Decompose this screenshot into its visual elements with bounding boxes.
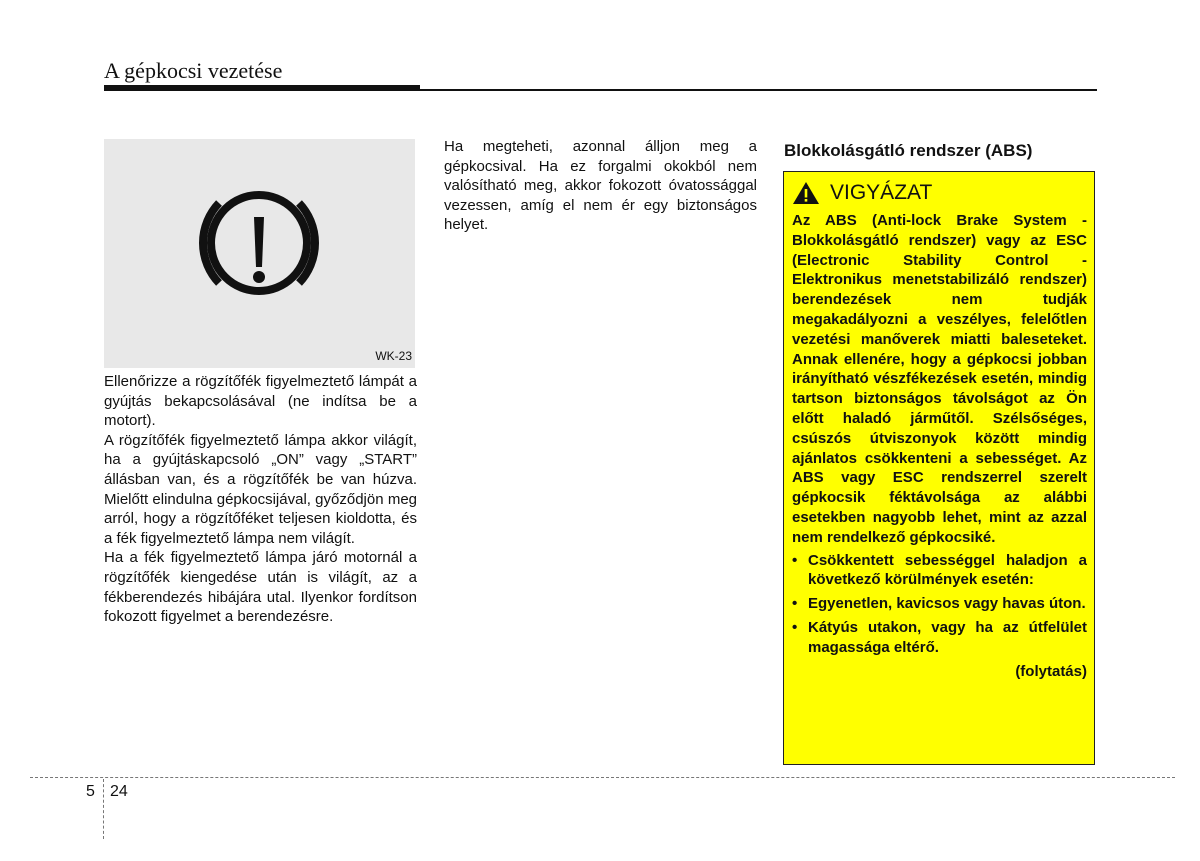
paragraph: Ha megteheti, azonnal álljon meg a gépkocsival. Ha ez forgalmi okokból nem valósítható meg, akkor fokozott óvatossággal vezessen, amíg el nem ér egy biztonságos helyet. xyxy=(444,138,757,234)
warning-list xyxy=(792,551,1087,658)
warning-header xyxy=(792,178,1087,208)
section-title: Blokkolásgátló rendszer (ABS) xyxy=(784,141,1033,160)
figure-code: WK-23 xyxy=(375,349,412,363)
paragraph: A rögzítőfék figyelmeztető lámpa akkor világít, ha a gyújtáskapcsoló „ON” vagy „START” állásban van, és a rögzítőfék be van húzva. Mielőtt elindulna gépkocsijával, győződjön meg arról, hogy a rögzítőféket teljesen kioldotta, és a fék figyelmeztető lámpa nem világít. xyxy=(104,431,417,547)
warning-body xyxy=(792,211,1087,681)
brake-warning-icon xyxy=(183,181,335,305)
warning-text: Az ABS (Anti-lock Brake System - Blokkolásgátló rendszer) vagy az ESC (Electronic Stability Control - Elektronikus menetstabilizáló rendszer) berendezések nem tudják megakadályozni a veszélyes, felelőtlen vezetési manőverek miatti baleseteket. Annak ellenére, hogy a gépkocsi jobban irányítható vészfékezések esetén, mindig tartson biztonságos távolságot az Ön előtt haladó járműtől. Szélsőséges, csúszós útviszonyok között mindig ajánlatos csökkenteni a sebességet. Az ABS vagy ESC rendszerrel szerelt gépkocsik féktávolsága az alábbi esetekben nagyobb lehet, mint az azzal nem rendelkező gépkocsiké. xyxy=(792,212,1087,546)
warning-title: VIGYÁZAT xyxy=(830,181,933,204)
brake-warning-figure xyxy=(104,139,415,368)
header-rule xyxy=(104,89,1097,91)
footer-rule xyxy=(30,777,1175,778)
list-item: • Kátyús utakon, vagy ha az útfelület magassága eltérő. xyxy=(792,618,1087,658)
footer-divider xyxy=(103,779,104,839)
page-number: 24 xyxy=(110,783,128,800)
paragraph: Ha a fék figyelmeztető lámpa járó motornál a rögzítőfék kiengedése után is világít, az a fékberendezés hibájára utal. Ilyenkor fordítson fokozott figyelmet a berendezésre. xyxy=(104,549,417,626)
list-item: • Csökkentett sebességgel haladjon a következő körülmények esetén: xyxy=(792,551,1087,591)
chapter-number: 5 xyxy=(86,783,95,800)
left-column-text xyxy=(104,372,417,627)
middle-column-text xyxy=(444,137,757,235)
warning-triangle-icon xyxy=(792,181,820,205)
list-item: • Egyenetlen, kavicsos vagy havas úton. xyxy=(792,594,1087,614)
warning-box xyxy=(783,171,1095,765)
paragraph: Ellenőrizze a rögzítőfék figyelmeztető lámpát a gyújtás bekapcsolásával (ne indítsa be a motort). xyxy=(104,373,417,430)
continued-label: (folytatás) xyxy=(1015,662,1087,680)
page-header-title: A gépkocsi vezetése xyxy=(104,58,283,83)
